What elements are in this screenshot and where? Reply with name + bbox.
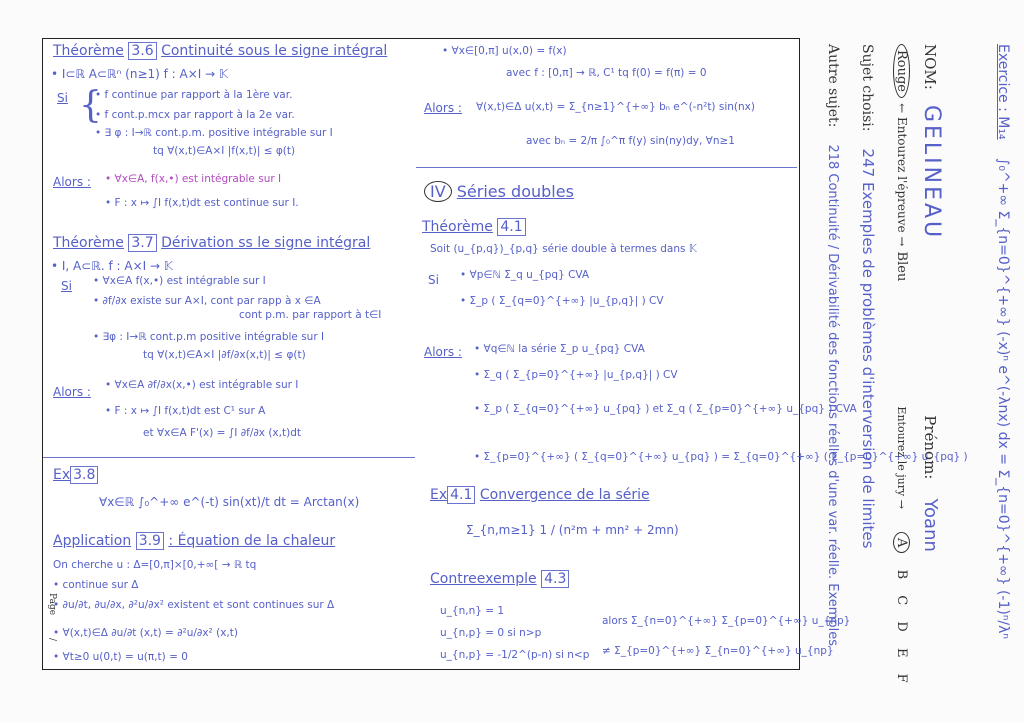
jury-d[interactable]: D	[894, 621, 909, 632]
app39-heading: Application 3.9 : Équation de la chaleur	[53, 533, 336, 549]
jury-f[interactable]: F	[894, 673, 909, 683]
thm36-brace: {	[79, 85, 102, 126]
ex38-heading: Ex 3.8	[53, 467, 98, 483]
exercice-label: Exercice : M₁₄	[995, 44, 1011, 140]
thm36-cond4: tq ∀(x,t)∈A×I |f(x,t)| ≤ φ(t)	[153, 145, 296, 157]
entourez-epreuve: ← Entourez l'épreuve →	[895, 103, 909, 247]
right-line2: avec f : [0,π] → ℝ, C¹ tq f(0) = f(π) = 0	[506, 67, 707, 79]
app39-line2: • continue sur Δ	[53, 579, 139, 591]
thm37-alors: Alors :	[53, 385, 91, 399]
right-line4: avec bₙ = 2/π ∫₀^π f(y) sin(ny)dy, ∀n≥1	[526, 135, 735, 147]
thm36-cond2: • f cont.p.mcx par rapport à la 2e var.	[95, 109, 295, 121]
sujet-label: Sujet choisi:	[859, 44, 875, 132]
thm37-cond4: tq ∀(x,t)∈A×I |∂f/∂x(x,t)| ≤ φ(t)	[143, 349, 306, 361]
thm37-result3: et ∀x∈A F'(x) = ∫I ∂f/∂x (x,t)dt	[143, 427, 301, 439]
autre-label: Autre sujet:	[825, 44, 841, 128]
thm41-heading: Théorème 4.1	[422, 219, 526, 235]
entourez-jury: Entourez le jury →	[895, 406, 908, 509]
thm37-cond2: • ∂f/∂x existe sur A×I, cont par rapp à x ∈A	[93, 295, 321, 307]
ex38-formula: ∀x∈ℝ ∫₀^+∞ e^(-t) sin(xt)/t dt = Arctan(x)	[99, 495, 360, 509]
page-label: Page /	[47, 592, 58, 642]
header-strip-col4	[859, 44, 878, 548]
right-line3: ∀(x,t)∈Δ u(x,t) = Σ_{n≥1}^{+∞} bₙ e^(-n²t) sin(nx)	[476, 101, 755, 113]
thm36-result2: • F : x ↦ ∫I f(x,t)dt est continue sur I.	[105, 197, 299, 209]
thm41-line1: Soit (u_{p,q})_{p,q} série double à termes dans 𝕂	[430, 243, 697, 255]
epreuve-bleu[interactable]: Bleu	[894, 251, 909, 282]
thm41-cond2: • Σ_p ( Σ_{q=0}^{+∞} |u_{p,q}| ) CV	[460, 295, 664, 307]
thm41-result4: • Σ_{p=0}^{+∞} ( Σ_{q=0}^{+∞} u_{pq} ) = Σ_{q=0}^{+∞} ( Σ_{p=0}^{+∞} u_{pq} )	[474, 451, 968, 463]
thm36-si: Si	[57, 91, 68, 105]
thm41-si: Si	[428, 273, 439, 287]
header-strip-col2	[919, 44, 944, 552]
thm37-heading: Théorème 3.7 Dérivation ss le signe intégral	[53, 235, 371, 251]
nom-label: NOM:	[921, 44, 939, 90]
thm36-cond1: • f continue par rapport à la 1ère var.	[95, 89, 293, 101]
c43-line3: u_{n,p} = -1/2^(p-n) si n<p	[440, 649, 590, 661]
thm37-cond2b: cont p.m. par rapport à t∈I	[239, 309, 382, 321]
app39-line3: • ∂u/∂t, ∂u/∂x, ∂²u/∂x² existent et sont continues sur Δ	[53, 599, 335, 611]
contre43-heading: Contreexemple 4.3	[430, 571, 569, 587]
app39-line1: On cherche u : Δ=[0,π]×[0,+∞[ → ℝ tq	[53, 559, 257, 571]
thm36-alors: Alors :	[53, 175, 91, 189]
page-number: /	[47, 637, 58, 642]
thm36-heading: Théorème 3.6 Continuité sous le signe intégral	[53, 43, 388, 59]
nom-value: GELINEAU	[919, 104, 944, 241]
thm36-line1: • I⊂ℝ A⊂ℝⁿ (n≥1) f : A×I → 𝕂	[51, 67, 229, 81]
right-divider	[416, 167, 797, 168]
left-divider	[43, 457, 415, 458]
prenom-label: Prénom:	[921, 415, 939, 480]
app39-line5: • ∀t≥0 u(0,t) = u(π,t) = 0	[53, 651, 188, 663]
thm36-result1: • ∀x∈A, f(x,•) est intégrable sur I	[105, 173, 282, 185]
thm41-alors: Alors :	[424, 345, 462, 359]
header-strip-col1	[995, 44, 1014, 639]
header-strip-col3	[893, 44, 913, 695]
ex41-heading: Ex 4.1 Convergence de la série	[430, 487, 650, 503]
autre-value: 218 Continuité / Dérivabilité des fonctions réelles d'une var. réelle. Exemples	[825, 144, 840, 647]
right-line1: • ∀x∈[0,π] u(x,0) = f(x)	[442, 45, 567, 57]
thm37-result2: • F : x ↦ ∫I f(x,t)dt est C¹ sur A	[105, 405, 266, 417]
ex41-formula: Σ_{n,m≥1} 1 / (n²m + mn² + 2mn)	[466, 523, 679, 537]
jury-options	[894, 532, 909, 695]
epreuve-rouge[interactable]: Rouge	[893, 44, 910, 98]
thm37-cond1: • ∀x∈A f(x,•) est intégrable sur I	[93, 275, 266, 287]
thm41-cond1: • ∀p∈ℕ Σ_q u_{pq} CVA	[460, 269, 590, 281]
thm37-line1: • I, A⊂ℝ. f : A×I → 𝕂	[51, 259, 173, 273]
jury-c[interactable]: C	[894, 595, 909, 606]
prenom-value: Yoann	[920, 498, 941, 552]
c43-result2: ≠ Σ_{p=0}^{+∞} Σ_{n=0}^{+∞} u_{np}	[602, 645, 834, 657]
thm36-cond3: • ∃ φ : I→ℝ cont.p.m. positive intégrable sur I	[95, 127, 333, 139]
c43-result1: alors Σ_{n=0}^{+∞} Σ_{p=0}^{+∞} u_{np}	[602, 615, 851, 627]
app39-line4: • ∀(x,t)∈Δ ∂u/∂t (x,t) = ∂²u/∂x² (x,t)	[53, 627, 238, 639]
c43-line1: u_{n,n} = 1	[440, 605, 505, 617]
section4-heading: IV Séries doubles	[424, 181, 574, 202]
thm41-result1: • ∀q∈ℕ la série Σ_p u_{pq} CVA	[474, 343, 645, 355]
left-column	[42, 38, 418, 670]
sujet-value: 247 Exemples de problèmes d'interversion de limites	[859, 148, 877, 549]
c43-line2: u_{n,p} = 0 si n>p	[440, 627, 542, 639]
thm37-cond3: • ∃φ : I→ℝ cont.p.m positive intégrable sur I	[93, 331, 325, 343]
thm41-result2: • Σ_q ( Σ_{p=0}^{+∞} |u_{p,q}| ) CV	[474, 369, 678, 381]
jury-b[interactable]: B	[894, 569, 909, 580]
header-strip-col5	[825, 44, 844, 646]
exercice-formula: ∫₀^+∞ Σ_{n=0}^{+∞} (-x)ⁿ e^(-λnx) dx = Σ_{n=0}^{+∞} (-1)ⁿ/λⁿ	[995, 158, 1011, 639]
jury-e[interactable]: E	[894, 647, 909, 658]
thm41-result3: • Σ_p ( Σ_{q=0}^{+∞} u_{pq} ) et Σ_q ( Σ_{p=0}^{+∞} u_{pq} ) CVA	[474, 403, 857, 415]
thm37-result1: • ∀x∈A ∂f/∂x(x,•) est intégrable sur I	[105, 379, 299, 391]
right-alors: Alors :	[424, 101, 462, 115]
thm37-si: Si	[61, 279, 72, 293]
jury-a[interactable]: A	[893, 532, 910, 553]
